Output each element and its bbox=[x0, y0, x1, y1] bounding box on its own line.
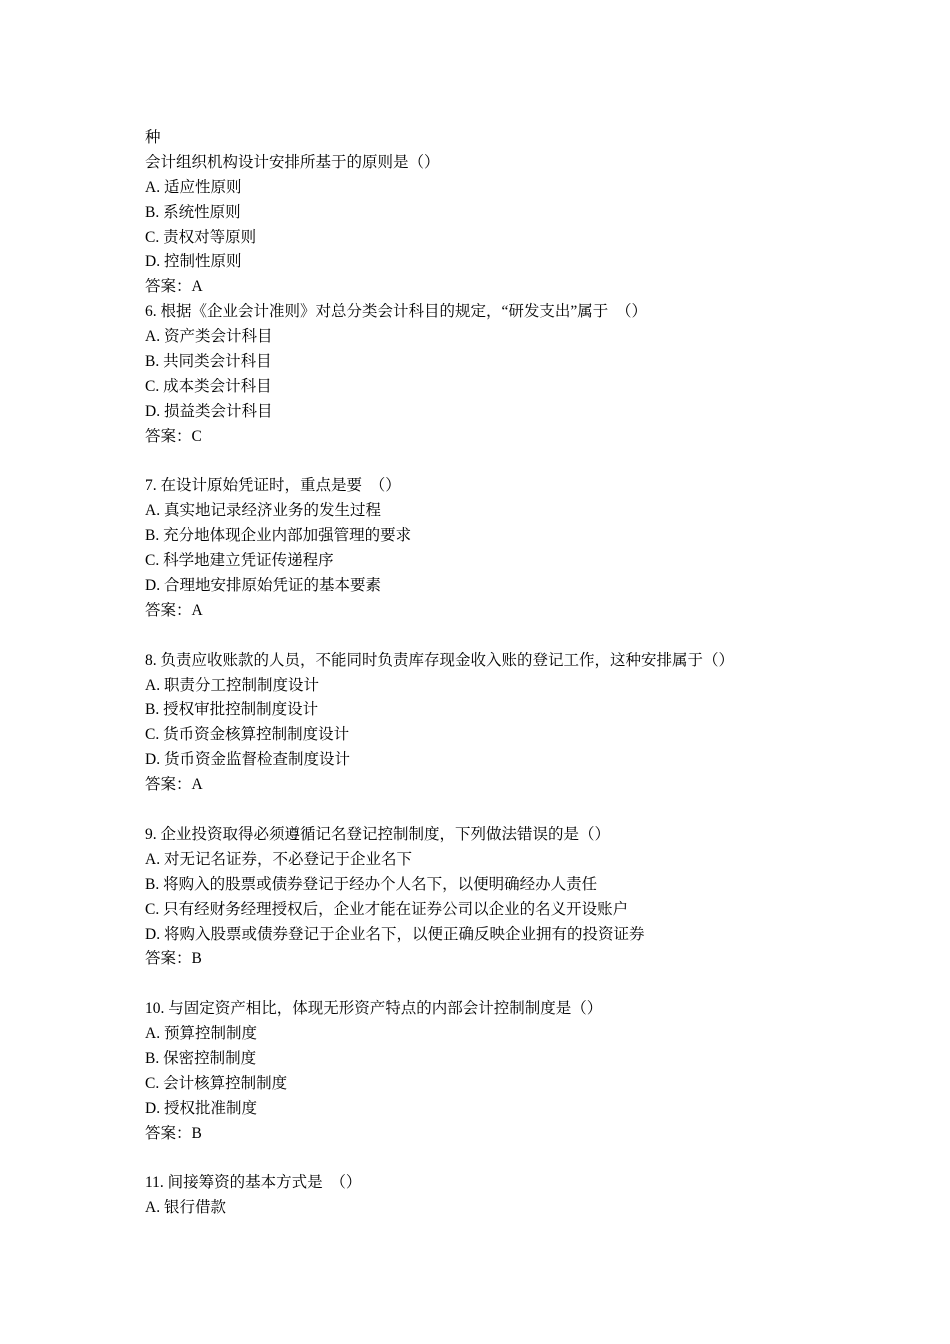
option-d: D. 合理地安排原始凭证的基本要素 bbox=[145, 577, 381, 595]
question-7: 7. 在设计原始凭证时，重点是要 （） bbox=[145, 477, 401, 495]
text-line: 种 bbox=[145, 129, 161, 146]
answer-line: 答案：A bbox=[145, 776, 203, 794]
option-a: A. 资产类会计科目 bbox=[145, 328, 273, 346]
question-9: 9. 企业投资取得必须遵循记名登记控制制度，下列做法错误的是（） bbox=[145, 825, 611, 843]
option-c: C. 只有经财务经理授权后，企业才能在证券公司以企业的名义开设账户 bbox=[145, 900, 629, 918]
answer-line: 答案：A bbox=[145, 601, 203, 619]
option-a: A. 真实地记录经济业务的发生过程 bbox=[145, 502, 381, 520]
option-a: A. 适应性原则 bbox=[145, 178, 242, 196]
option-b: B. 将购入的股票或债券登记于经办个人名下，以便明确经办人责任 bbox=[145, 875, 598, 893]
option-d: D. 损益类会计科目 bbox=[145, 402, 273, 420]
option-a: A. 银行借款 bbox=[145, 1199, 226, 1217]
option-b: B. 保密控制制度 bbox=[145, 1049, 257, 1067]
question-8: 8. 负责应收账款的人员，不能同时负责库存现金收入账的登记工作，这种安排属于（） bbox=[145, 651, 735, 669]
blank-line bbox=[145, 624, 905, 649]
blank-line bbox=[145, 798, 905, 823]
answer-line: 答案：B bbox=[145, 950, 202, 968]
blank-line bbox=[145, 450, 905, 475]
option-b: B. 系统性原则 bbox=[145, 203, 241, 221]
question-6: 6. 根据《企业会计准则》对总分类会计科目的规定，“研发支出”属于 （） bbox=[145, 303, 648, 321]
option-c: C. 科学地建立凭证传递程序 bbox=[145, 552, 334, 570]
option-c: C. 成本类会计科目 bbox=[145, 377, 272, 395]
document-page bbox=[145, 126, 905, 1221]
option-b: B. 授权审批控制制度设计 bbox=[145, 701, 319, 719]
option-d: D. 控制性原则 bbox=[145, 253, 242, 271]
question-10: 10. 与固定资产相比，体现无形资产特点的内部会计控制制度是（） bbox=[145, 1000, 603, 1018]
option-d: D. 货币资金监督检查制度设计 bbox=[145, 751, 350, 769]
option-b: B. 共同类会计科目 bbox=[145, 353, 272, 371]
option-d: D. 授权批准制度 bbox=[145, 1099, 257, 1117]
question-11: 11. 间接筹资的基本方式是 （） bbox=[145, 1174, 362, 1192]
option-c: C. 会计核算控制制度 bbox=[145, 1074, 288, 1092]
blank-line bbox=[145, 1147, 905, 1172]
blank-line bbox=[145, 972, 905, 997]
option-a: A. 预算控制制度 bbox=[145, 1025, 257, 1043]
option-c: C. 责权对等原则 bbox=[145, 228, 257, 246]
option-b: B. 充分地体现企业内部加强管理的要求 bbox=[145, 527, 412, 545]
option-d: D. 将购入股票或债券登记于企业名下，以便正确反映企业拥有的投资证券 bbox=[145, 925, 645, 943]
option-a: A. 对无记名证券，不必登记于企业名下 bbox=[145, 850, 412, 868]
option-c: C. 货币资金核算控制制度设计 bbox=[145, 726, 350, 744]
answer-line: 答案：A bbox=[145, 278, 203, 296]
option-a: A. 职责分工控制制度设计 bbox=[145, 676, 319, 694]
question-text: 会计组织机构设计安排所基于的原则是（） bbox=[145, 153, 440, 171]
answer-line: 答案：B bbox=[145, 1124, 202, 1142]
answer-line: 答案：C bbox=[145, 427, 202, 445]
